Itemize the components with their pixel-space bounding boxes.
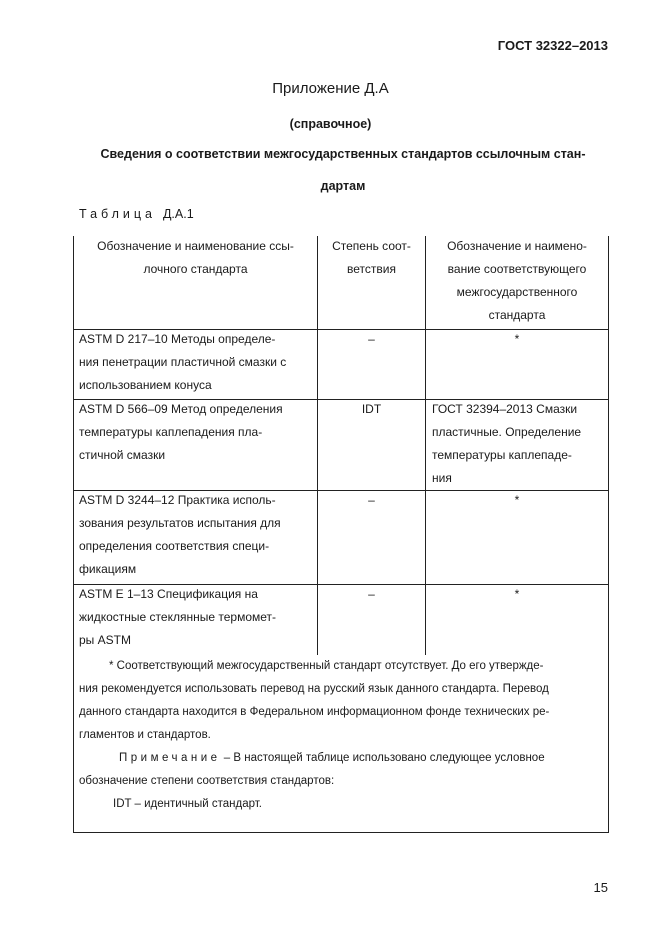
table-row-2-degree: IDT bbox=[361, 402, 382, 416]
appendix-heading-line-1: Сведения о соответствии межгосударственных стандартов ссылочным стан- bbox=[100, 147, 586, 161]
table-caption-word: Таблица bbox=[79, 207, 157, 221]
table-row-3-gost: * bbox=[514, 493, 520, 507]
column-header-degree: Степень соот- ветствия bbox=[332, 239, 411, 276]
table-row-1-degree: – bbox=[368, 332, 375, 346]
document-code: ГОСТ 32322–2013 bbox=[497, 38, 608, 53]
footnote-line-4: гламентов и стандартов. bbox=[79, 729, 211, 741]
column-header-reference: Обозначение и наименование ссы- лочного стандарта bbox=[97, 239, 294, 276]
table-border-left bbox=[73, 236, 74, 833]
table-row-3-degree: – bbox=[368, 493, 375, 507]
table-row-4-reference: ASTM E 1–13 Спецификация на жидкостные стеклянные термомет- ры ASTM bbox=[79, 587, 277, 647]
footnote-line-3: данного стандарта находится в Федеральном информационном фонде технических ре- bbox=[79, 706, 550, 718]
table-row-1-gost: * bbox=[514, 332, 520, 346]
table-caption-number: Д.А.1 bbox=[162, 207, 194, 221]
note-word: Примечание bbox=[119, 752, 221, 764]
note-text-1: – В настоящей таблице использовано следующее условное bbox=[223, 752, 545, 764]
appendix-heading-line-2: дартам bbox=[320, 179, 366, 193]
footnote-line-1: * Соответствующий межгосударственный стандарт отсутствует. До его утвержде- bbox=[109, 660, 544, 672]
table-border-right bbox=[608, 236, 609, 833]
table-caption bbox=[79, 207, 194, 221]
table-border-bottom bbox=[73, 832, 609, 833]
table-footnote-block bbox=[79, 655, 601, 816]
page-number: 15 bbox=[593, 880, 608, 895]
table-row-1-reference: ASTM D 217–10 Методы определе- ния пенетрации пластичной смазки с использованием конуса bbox=[79, 332, 287, 392]
table-row-2-reference: ASTM D 566–09 Метод определения температуры каплепадения пла- стичной смазки bbox=[79, 402, 283, 462]
table-row-4-degree: – bbox=[368, 587, 375, 601]
appendix-subtitle: (справочное) bbox=[289, 117, 372, 131]
column-header-gost: Обозначение и наимено- вание соответствующего межгосударственного стандарта bbox=[447, 239, 587, 322]
note-line-3: IDT – идентичный стандарт. bbox=[113, 798, 262, 810]
table-row-2-gost: ГОСТ 32394–2013 Смазки пластичные. Определение температуры каплепаде- ния bbox=[432, 402, 582, 485]
note-line-2: обозначение степени соответствия стандартов: bbox=[79, 775, 335, 787]
footnote-line-2: ния рекомендуется использовать перевод на русский язык данного стандарта. Перевод bbox=[79, 683, 549, 695]
table-row-4-gost: * bbox=[514, 587, 520, 601]
note-line-1 bbox=[79, 747, 601, 770]
appendix-title: Приложение Д.А bbox=[272, 80, 389, 97]
table-row-3-reference: ASTM D 3244–12 Практика исполь- зования результатов испытания для определения соответствия специ- фикациям bbox=[79, 493, 281, 576]
